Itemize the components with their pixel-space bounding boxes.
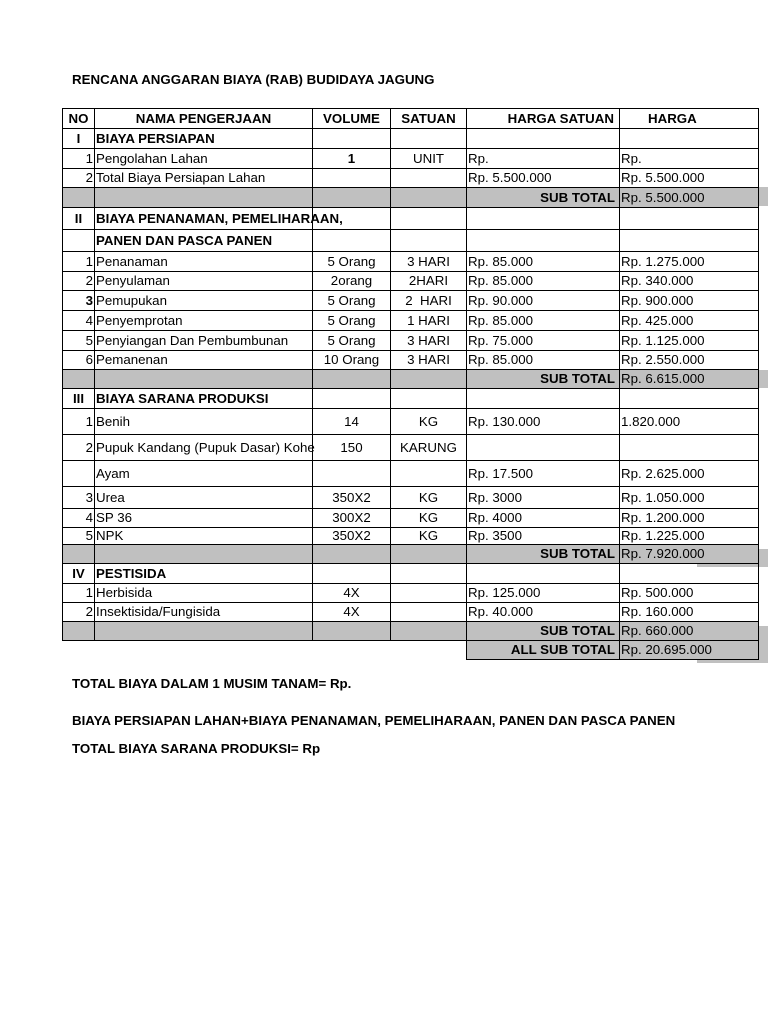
- budget-table: [62, 108, 759, 660]
- subtotal-value: Rp. 6.615.000: [620, 370, 759, 389]
- row-nama: Penyiangan Dan Pembumbunan: [95, 331, 313, 351]
- section-row: [63, 389, 759, 409]
- row-volume: 2orang: [313, 272, 391, 291]
- row-volume: 5 Orang: [313, 311, 391, 331]
- empty-cell: [95, 545, 313, 564]
- subtotal-label: SUB TOTAL: [467, 545, 620, 564]
- row-harga-satuan: Rp. 90.000: [467, 291, 620, 311]
- row-harga: Rp. 500.000: [620, 584, 759, 603]
- empty-cell: [63, 230, 95, 252]
- empty-cell: [313, 564, 391, 584]
- row-harga: Rp. 1.225.000: [620, 528, 759, 545]
- row-harga: Rp. 1.275.000: [620, 252, 759, 272]
- row-nama: Pengolahan Lahan: [95, 149, 313, 169]
- empty-cell: [313, 370, 391, 389]
- table-row: [63, 435, 759, 461]
- row-harga-satuan: Rp. 85.000: [467, 252, 620, 272]
- empty-cell: [313, 545, 391, 564]
- section-row: [63, 564, 759, 584]
- row-harga-satuan: Rp. 85.000: [467, 272, 620, 291]
- empty-cell: [620, 208, 759, 230]
- empty-cell: [95, 188, 313, 208]
- table-row: [63, 487, 759, 509]
- section-row: [63, 129, 759, 149]
- section-title: PESTISIDA: [95, 564, 313, 584]
- row-harga: Rp.: [620, 149, 759, 169]
- subtotal-value: Rp. 660.000: [620, 622, 759, 641]
- row-satuan: [391, 169, 467, 188]
- empty-cell: [391, 389, 467, 409]
- subtotal-row: [63, 545, 759, 564]
- row-no: 6: [63, 351, 95, 370]
- row-harga-satuan: Rp. 17.500: [467, 461, 620, 487]
- row-no: 2: [63, 169, 95, 188]
- table-row: [63, 291, 759, 311]
- empty-cell: [391, 545, 467, 564]
- row-nama: NPK: [95, 528, 313, 545]
- empty-cell: [313, 188, 391, 208]
- row-volume: [313, 461, 391, 487]
- empty-cell: [467, 564, 620, 584]
- row-nama: Total Biaya Persiapan Lahan: [95, 169, 313, 188]
- row-nama: Insektisida/Fungisida: [95, 603, 313, 622]
- row-satuan: UNIT: [391, 149, 467, 169]
- row-satuan: [391, 584, 467, 603]
- row-satuan: KG: [391, 409, 467, 435]
- subtotal-label: SUB TOTAL: [467, 370, 620, 389]
- row-harga: Rp. 1.050.000: [620, 487, 759, 509]
- row-harga: Rp. 2.550.000: [620, 351, 759, 370]
- row-no: 1: [63, 584, 95, 603]
- row-harga-satuan: Rp. 125.000: [467, 584, 620, 603]
- empty-cell: [313, 129, 391, 149]
- table-row: [63, 149, 759, 169]
- row-nama: Benih: [95, 409, 313, 435]
- empty-cell: [391, 370, 467, 389]
- empty-cell: [313, 389, 391, 409]
- row-no: 1: [63, 252, 95, 272]
- row-satuan: 1 HARI: [391, 311, 467, 331]
- row-volume: 5 Orang: [313, 252, 391, 272]
- section-number: IV: [63, 564, 95, 584]
- empty-cell: [63, 545, 95, 564]
- header-satuan: SATUAN: [391, 109, 467, 129]
- row-nama: Urea: [95, 487, 313, 509]
- row-nama: SP 36: [95, 509, 313, 528]
- row-volume: 4X: [313, 584, 391, 603]
- header-volume: VOLUME: [313, 109, 391, 129]
- row-nama: Pemanenan: [95, 351, 313, 370]
- empty-cell: [391, 622, 467, 641]
- row-harga-satuan: Rp. 130.000: [467, 409, 620, 435]
- section-row: [63, 208, 759, 230]
- empty-cell: [391, 208, 467, 230]
- row-harga: Rp. 2.625.000: [620, 461, 759, 487]
- row-satuan: KARUNG: [391, 435, 467, 461]
- empty-cell: [95, 641, 313, 660]
- row-no: 4: [63, 509, 95, 528]
- row-no: 2: [63, 272, 95, 291]
- row-harga: Rp. 5.500.000: [620, 169, 759, 188]
- section-title: BIAYA SARANA PRODUKSI: [95, 389, 313, 409]
- table-row: [63, 252, 759, 272]
- row-volume: 150: [313, 435, 391, 461]
- section-number: I: [63, 129, 95, 149]
- subtotal-value: Rp. 5.500.000: [620, 188, 759, 208]
- row-no: 2: [63, 435, 95, 461]
- table-row: [63, 461, 759, 487]
- empty-cell: [391, 564, 467, 584]
- empty-cell: [391, 641, 467, 660]
- row-volume: 4X: [313, 603, 391, 622]
- row-harga-satuan: Rp. 3000: [467, 487, 620, 509]
- row-volume: 300X2: [313, 509, 391, 528]
- row-harga-satuan: Rp. 85.000: [467, 311, 620, 331]
- section-row: [63, 230, 759, 252]
- row-satuan: [391, 461, 467, 487]
- row-harga-satuan: Rp. 4000: [467, 509, 620, 528]
- subtotal-row: [63, 370, 759, 389]
- row-harga: Rp. 900.000: [620, 291, 759, 311]
- header-harga-satuan: HARGA SATUAN: [467, 109, 620, 129]
- table-row: [63, 528, 759, 545]
- row-no: [63, 461, 95, 487]
- row-no: 5: [63, 331, 95, 351]
- empty-cell: [391, 188, 467, 208]
- cost-formula-line: BIAYA PERSIAPAN LAHAN+BIAYA PENANAMAN, PEMELIHARAAN, PANEN DAN PASCA PANEN: [72, 713, 676, 728]
- row-satuan: 3 HARI: [391, 351, 467, 370]
- empty-cell: [467, 230, 620, 252]
- row-harga-satuan: Rp. 3500: [467, 528, 620, 545]
- empty-cell: [620, 389, 759, 409]
- row-satuan: KG: [391, 509, 467, 528]
- empty-cell: [620, 230, 759, 252]
- row-no: 3: [63, 291, 95, 311]
- row-harga-satuan: Rp.: [467, 149, 620, 169]
- row-harga: Rp. 1.200.000: [620, 509, 759, 528]
- row-nama: Penanaman: [95, 252, 313, 272]
- row-nama: Penyemprotan: [95, 311, 313, 331]
- empty-cell: [95, 622, 313, 641]
- empty-cell: [467, 208, 620, 230]
- table-row: [63, 351, 759, 370]
- empty-cell: [313, 641, 391, 660]
- row-harga: Rp. 340.000: [620, 272, 759, 291]
- row-harga-satuan: Rp. 85.000: [467, 351, 620, 370]
- empty-cell: [313, 622, 391, 641]
- section-title-continued: PANEN DAN PASCA PANEN: [95, 230, 313, 252]
- row-nama: Pemupukan: [95, 291, 313, 311]
- header-nama: NAMA PENGERJAAN: [95, 109, 313, 129]
- section-title: BIAYA PENANAMAN, PEMELIHARAAN,: [95, 208, 313, 230]
- table-row: [63, 603, 759, 622]
- row-volume: [313, 169, 391, 188]
- table-row: [63, 584, 759, 603]
- empty-cell: [391, 230, 467, 252]
- table-row: [63, 509, 759, 528]
- table-row: [63, 272, 759, 291]
- row-satuan: 3 HARI: [391, 331, 467, 351]
- subtotal-row: [63, 622, 759, 641]
- empty-cell: [467, 129, 620, 149]
- row-no: 5: [63, 528, 95, 545]
- row-satuan: 2 HARI: [391, 291, 467, 311]
- row-harga: Rp. 1.125.000: [620, 331, 759, 351]
- row-nama: Ayam: [95, 461, 313, 487]
- header-no: NO: [63, 109, 95, 129]
- row-no: 2: [63, 603, 95, 622]
- row-harga-satuan: Rp. 40.000: [467, 603, 620, 622]
- empty-cell: [620, 129, 759, 149]
- row-satuan: 2HARI: [391, 272, 467, 291]
- row-harga-satuan: [467, 435, 620, 461]
- empty-cell: [63, 188, 95, 208]
- empty-cell: [63, 622, 95, 641]
- row-satuan: [391, 603, 467, 622]
- row-volume: 10 Orang: [313, 351, 391, 370]
- table-header-row: [63, 109, 759, 129]
- empty-cell: [95, 370, 313, 389]
- row-harga: Rp. 160.000: [620, 603, 759, 622]
- empty-cell: [63, 370, 95, 389]
- empty-cell: [63, 641, 95, 660]
- row-volume: 1: [313, 149, 391, 169]
- row-volume: 350X2: [313, 487, 391, 509]
- section-number: III: [63, 389, 95, 409]
- row-nama: Herbisida: [95, 584, 313, 603]
- total-cost-line: TOTAL BIAYA DALAM 1 MUSIM TANAM= Rp.: [72, 676, 352, 691]
- row-harga: Rp. 425.000: [620, 311, 759, 331]
- all-subtotal-row: [63, 641, 759, 660]
- subtotal-value: Rp. 7.920.000: [620, 545, 759, 564]
- row-volume: 5 Orang: [313, 331, 391, 351]
- all-subtotal-value: Rp. 20.695.000: [620, 641, 759, 660]
- row-no: 3: [63, 487, 95, 509]
- table-row: [63, 169, 759, 188]
- table-row: [63, 331, 759, 351]
- production-cost-line: TOTAL BIAYA SARANA PRODUKSI= Rp: [72, 741, 321, 756]
- row-satuan: KG: [391, 528, 467, 545]
- row-no: 4: [63, 311, 95, 331]
- subtotal-label: SUB TOTAL: [467, 188, 620, 208]
- row-harga-satuan: Rp. 5.500.000: [467, 169, 620, 188]
- table-row: [63, 311, 759, 331]
- subtotal-row: [63, 188, 759, 208]
- header-harga: HARGA: [620, 109, 759, 129]
- table-row: [63, 409, 759, 435]
- row-volume: 350X2: [313, 528, 391, 545]
- row-volume: 5 Orang: [313, 291, 391, 311]
- subtotal-label: SUB TOTAL: [467, 622, 620, 641]
- empty-cell: [620, 564, 759, 584]
- row-harga: 1.820.000: [620, 409, 759, 435]
- row-harga-satuan: Rp. 75.000: [467, 331, 620, 351]
- section-number: II: [63, 208, 95, 230]
- page-title: RENCANA ANGGARAN BIAYA (RAB) BUDIDAYA JAGUNG: [72, 72, 435, 87]
- empty-cell: [391, 129, 467, 149]
- row-no: 1: [63, 149, 95, 169]
- empty-cell: [467, 389, 620, 409]
- row-nama: Pupuk Kandang (Pupuk Dasar) Kohe: [95, 435, 313, 461]
- all-subtotal-label: ALL SUB TOTAL: [467, 641, 620, 660]
- row-volume: 14: [313, 409, 391, 435]
- row-satuan: KG: [391, 487, 467, 509]
- section-title: BIAYA PERSIAPAN: [95, 129, 313, 149]
- row-satuan: 3 HARI: [391, 252, 467, 272]
- row-harga: [620, 435, 759, 461]
- empty-cell: [313, 230, 391, 252]
- row-nama: Penyulaman: [95, 272, 313, 291]
- row-no: 1: [63, 409, 95, 435]
